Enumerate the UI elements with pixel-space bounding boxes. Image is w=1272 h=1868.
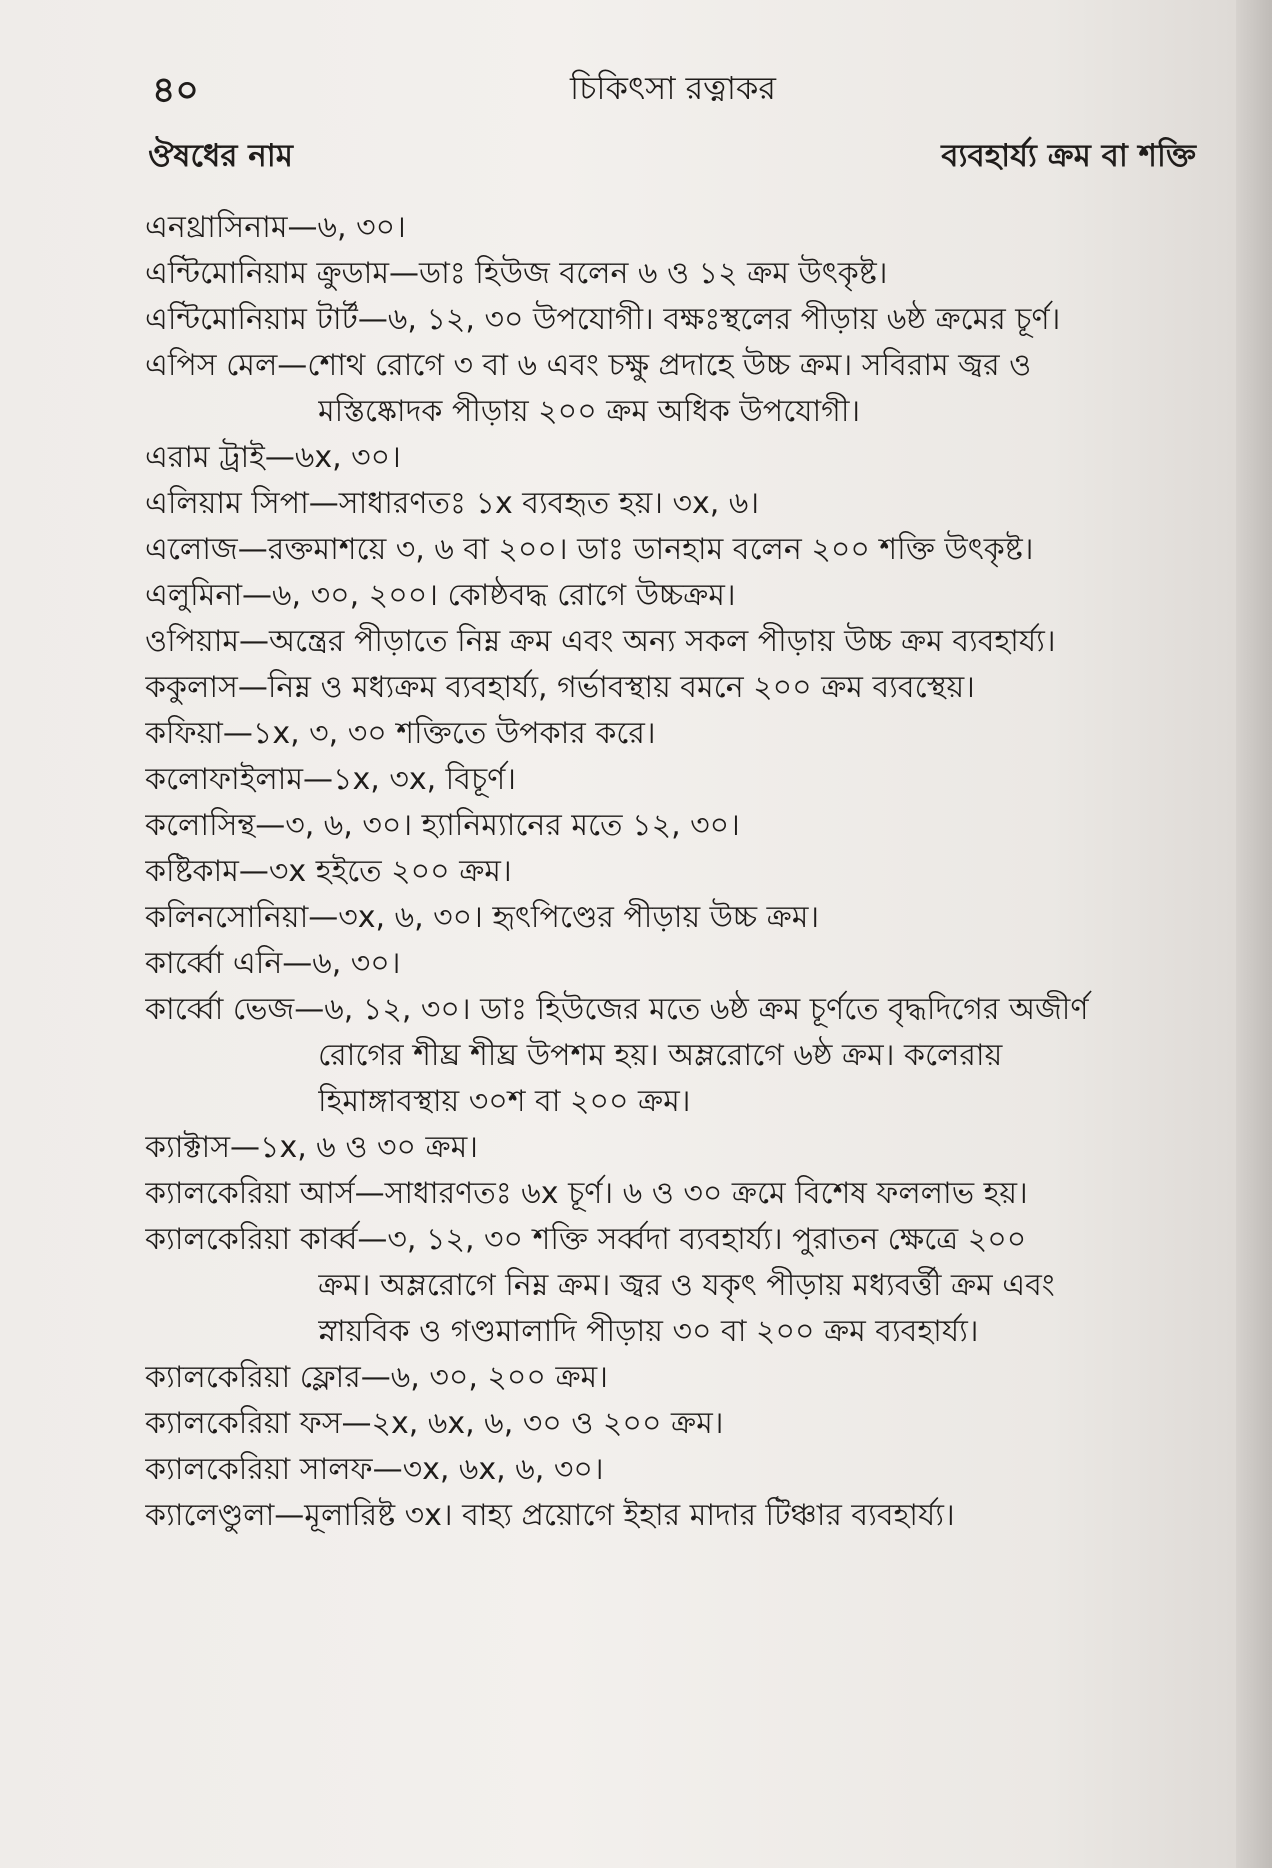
list-item-continuation: স্নায়বিক ও গণ্ডমালাদি পীড়ায় ৩০ বা ২০০ ক্রম ব্যবহার্য্য। xyxy=(318,1314,979,1349)
list-item: ককুলাস—নিম্ন ও মধ্যক্রম ব্যবহার্য্য, গর্ভাবস্থায় বমনে ২০০ ক্রম ব্যবস্থেয়। xyxy=(145,670,975,705)
list-item: কষ্টিকাম—৩x হইতে ২০০ ক্রম। xyxy=(145,854,512,889)
list-item: এরাম ট্রাই—৬x, ৩০। xyxy=(145,440,401,475)
list-item: এনথ্রাসিনাম—৬, ৩০। xyxy=(145,210,406,245)
medicine-list xyxy=(0,198,1236,1858)
list-item: ক্যালকেরিয়া আর্স—সাধারণতঃ ৬x চূর্ণ। ৬ ও ৩০ ক্রমে বিশেষ ফললাভ হয়। xyxy=(145,1176,1028,1211)
list-item-continuation: ক্রম। অম্লরোগে নিম্ন ক্রম। জ্বর ও যকৃৎ পীড়ায় মধ্যবর্ত্তী ক্রম এবং xyxy=(318,1268,1055,1303)
column-heading-medicine-name: ঔষধের নাম xyxy=(148,138,293,174)
list-item: কলোসিন্থ—৩, ৬, ৩০। হ্যানিম্যানের মতে ১২, ৩০। xyxy=(145,808,740,843)
column-heading-potency: ব্যবহার্য্য ক্রম বা শক্তি xyxy=(941,138,1196,174)
list-item: এলিয়াম সিপা—সাধারণতঃ ১x ব্যবহৃত হয়। ৩x, ৬। xyxy=(145,486,760,521)
list-item: এন্টিমোনিয়াম ক্রুডাম—ডাঃ হিউজ বলেন ৬ ও ১২ ক্রম উৎকৃষ্ট। xyxy=(145,256,888,291)
list-item-continuation: মস্তিষ্কোদক পীড়ায় ২০০ ক্রম অধিক উপযোগী। xyxy=(318,394,861,429)
list-item: এলোজ—রক্তমাশয়ে ৩, ৬ বা ২০০। ডাঃ ডানহাম বলেন ২০০ শক্তি উৎকৃষ্ট। xyxy=(145,532,1034,567)
list-item-continuation: হিমাঙ্গাবস্থায় ৩০শ বা ২০০ ক্রম। xyxy=(318,1084,691,1119)
book-title: চিকিৎসা রত্নাকর xyxy=(570,69,776,107)
list-item: ক্যালকেরিয়া সালফ—৩x, ৬x, ৬, ৩০। xyxy=(145,1452,604,1487)
list-item: এন্টিমোনিয়াম টার্ট—৬, ১২, ৩০ উপযোগী। বক্ষঃস্থলের পীড়ায় ৬ষ্ঠ ক্রমের চূর্ণ। xyxy=(145,302,1061,337)
list-item-continuation: রোগের শীঘ্র শীঘ্র উপশম হয়। অম্লরোগে ৬ষ্ঠ ক্রম। কলেরায় xyxy=(318,1038,1003,1073)
list-item: ক্যালেণ্ডুলা—মূলারিষ্ট ৩x। বাহ্য প্রয়োগে ইহার মাদার টিঞ্চার ব্যবহার্য্য। xyxy=(145,1498,955,1533)
list-item: কফিয়া—১x, ৩, ৩০ শক্তিতে উপকার করে। xyxy=(145,716,656,751)
list-item: কার্ব্বো এনি—৬, ৩০। xyxy=(145,946,401,981)
list-item: ক্যাক্টাস—১x, ৬ ও ৩০ ক্রম। xyxy=(145,1130,478,1165)
list-item: ওপিয়াম—অন্ত্রের পীড়াতে নিম্ন ক্রম এবং অন্য সকল পীড়ায় উচ্চ ক্রম ব্যবহার্য্য। xyxy=(145,624,1056,659)
list-item: এলুমিনা—৬, ৩০, ২০০। কোষ্ঠবদ্ধ রোগে উচ্চক্রম। xyxy=(145,578,736,613)
list-item: কলোফাইলাম—১x, ৩x, বিচূর্ণ। xyxy=(145,762,516,797)
page-number: ৪০ xyxy=(152,70,199,111)
list-item: ক্যালকেরিয়া ফস—২x, ৬x, ৬, ৩০ ও ২০০ ক্রম। xyxy=(145,1406,724,1441)
list-item: ক্যালকেরিয়া কার্ব্ব—৩, ১২, ৩০ শক্তি সর্ব্বদা ব্যবহার্য্য। পুরাতন ক্ষেত্রে ২০০ xyxy=(145,1222,1027,1257)
list-item: ক্যালকেরিয়া ফ্লোর—৬, ৩০, ২০০ ক্রম। xyxy=(145,1360,608,1395)
list-item: এপিস মেল—শোথ রোগে ৩ বা ৬ এবং চক্ষু প্রদাহে উচ্চ ক্রম। সবিরাম জ্বর ও xyxy=(145,348,1032,383)
list-item: কলিনসোনিয়া—৩x, ৬, ৩০। হৃৎপিণ্ডের পীড়ায় উচ্চ ক্রম। xyxy=(145,900,820,935)
list-item: কার্ব্বো ভেজ—৬, ১২, ৩০। ডাঃ হিউজের মতে ৬ষ্ঠ ক্রম চূর্ণতে বৃদ্ধদিগের অজীর্ণ xyxy=(145,992,1089,1027)
book-spine xyxy=(1236,0,1272,1868)
page-header xyxy=(0,55,1236,115)
